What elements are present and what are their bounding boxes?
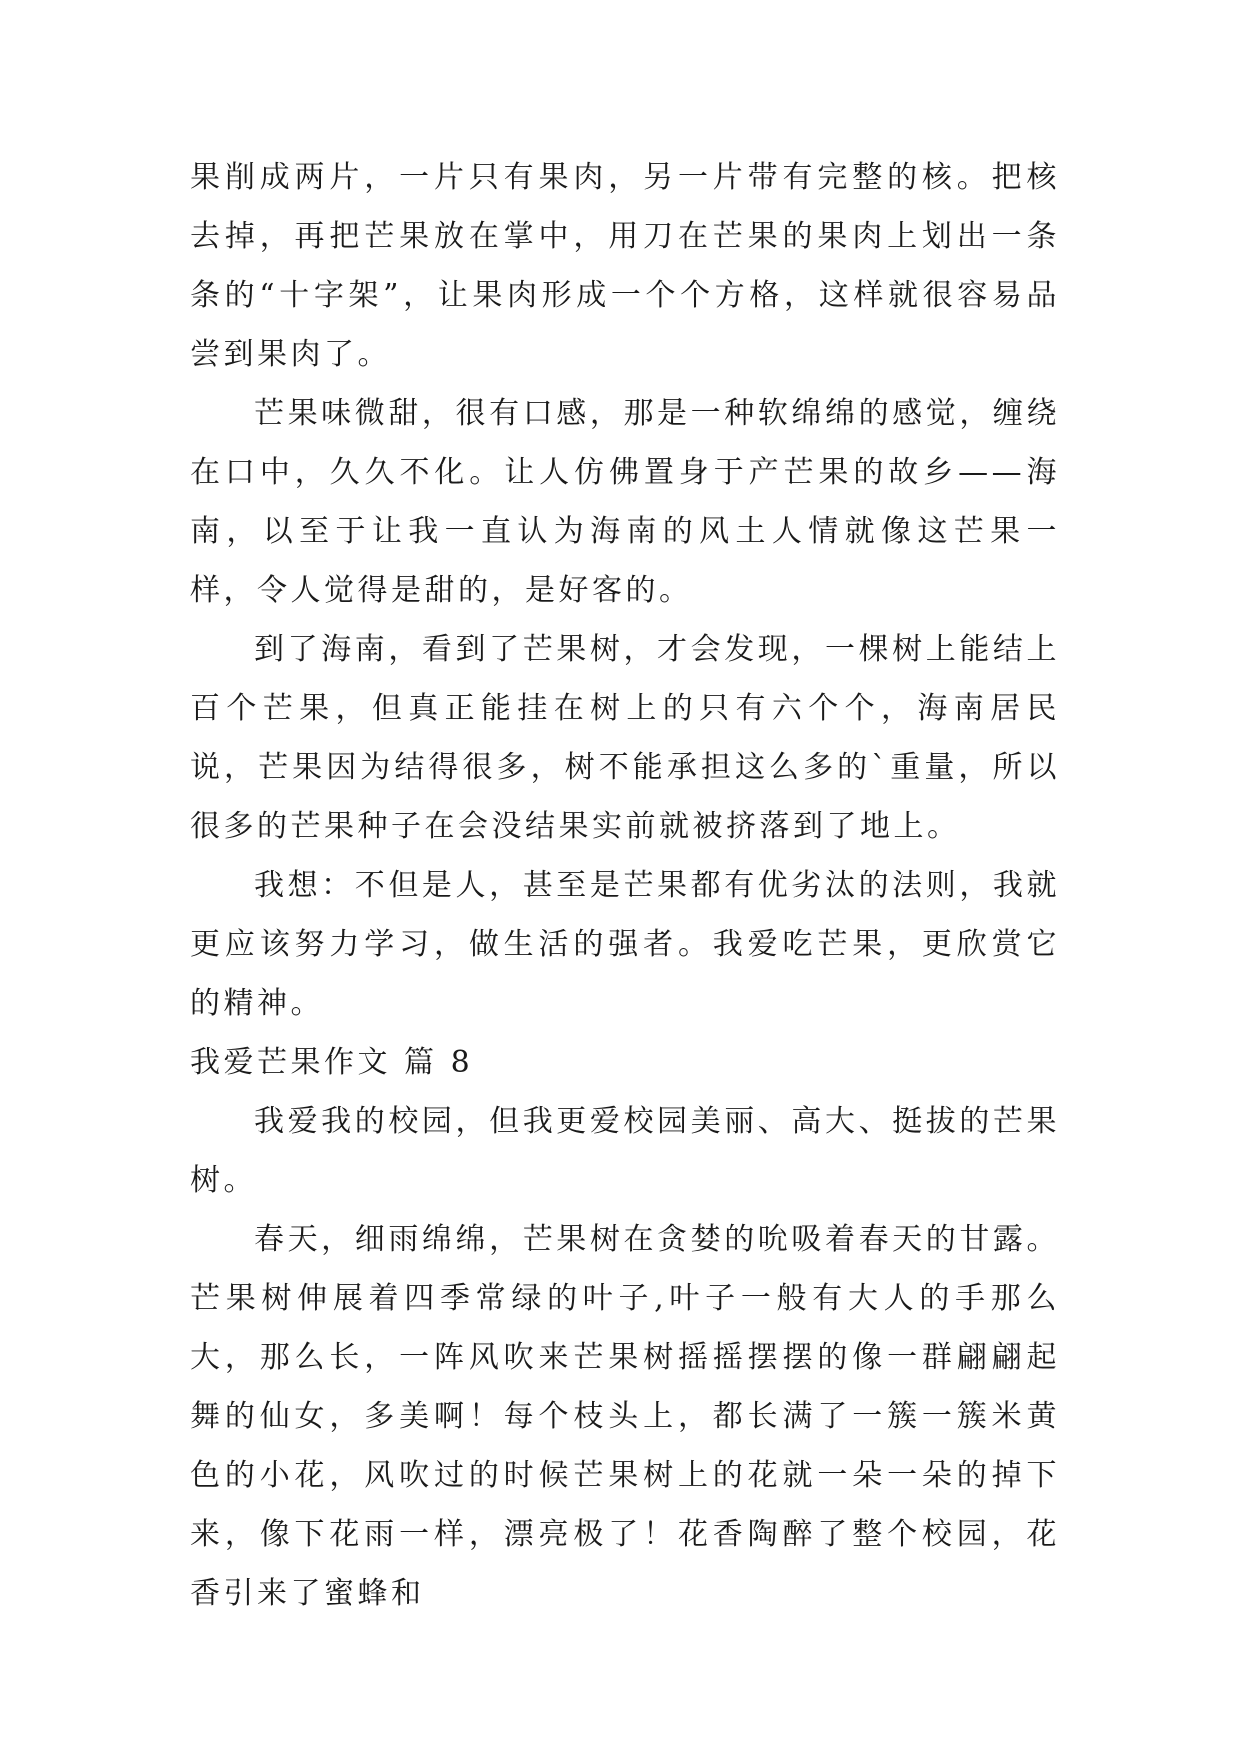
paragraph-continuation: 果削成两片，一片只有果肉，另一片带有完整的核。把核去掉，再把芒果放在掌中，用刀在芒果的果肉上划出一条条的“十字架”，让果肉形成一个个方格，这样就很容易品尝到果肉了。 [190, 160, 1060, 372]
document-body [190, 148, 1060, 1623]
paragraph-school-intro: 我爱我的校园，但我更爱校园美丽、高大、挺拔的芒果树。 [190, 1104, 1060, 1198]
paragraph-spring: 春天，细雨绵绵，芒果树在贪婪的吮吸着春天的甘露。芒果树伸展着四季常绿的叶子,叶子一般有大人的手那么大，那么长，一阵风吹来芒果树摇摇摆摆的像一群翩翩起舞的仙女，多美啊！每个枝头上，都长满了一簇一簇米黄色的小花，风吹过的时候芒果树上的花就一朵一朵的掉下来，像下花雨一样，漂亮极了！花香陶醉了整个校园，花香引来了蜜蜂和 [190, 1222, 1060, 1611]
paragraph-hainan: 到了海南，看到了芒果树，才会发现，一棵树上能结上百个芒果，但真正能挂在树上的只有六个个，海南居民说，芒果因为结得很多，树不能承担这么多的`重量，所以很多的芒果种子在会没结果实前就被挤落到了地上。 [190, 632, 1060, 844]
paragraph-taste: 芒果味微甜，很有口感，那是一种软绵绵的感觉，缠绕在口中，久久不化。让人仿佛置身于产芒果的故乡——海南，以至于让我一直认为海南的风土人情就像这芒果一样，令人觉得是甜的，是好客的。 [190, 396, 1060, 608]
paragraph-reflection: 我想：不但是人，甚至是芒果都有优劣汰的法则，我就更应该努力学习，做生活的强者。我爱吃芒果，更欣赏它的精神。 [190, 868, 1060, 1021]
section-heading: 我爱芒果作文 篇 8 [190, 1045, 474, 1080]
